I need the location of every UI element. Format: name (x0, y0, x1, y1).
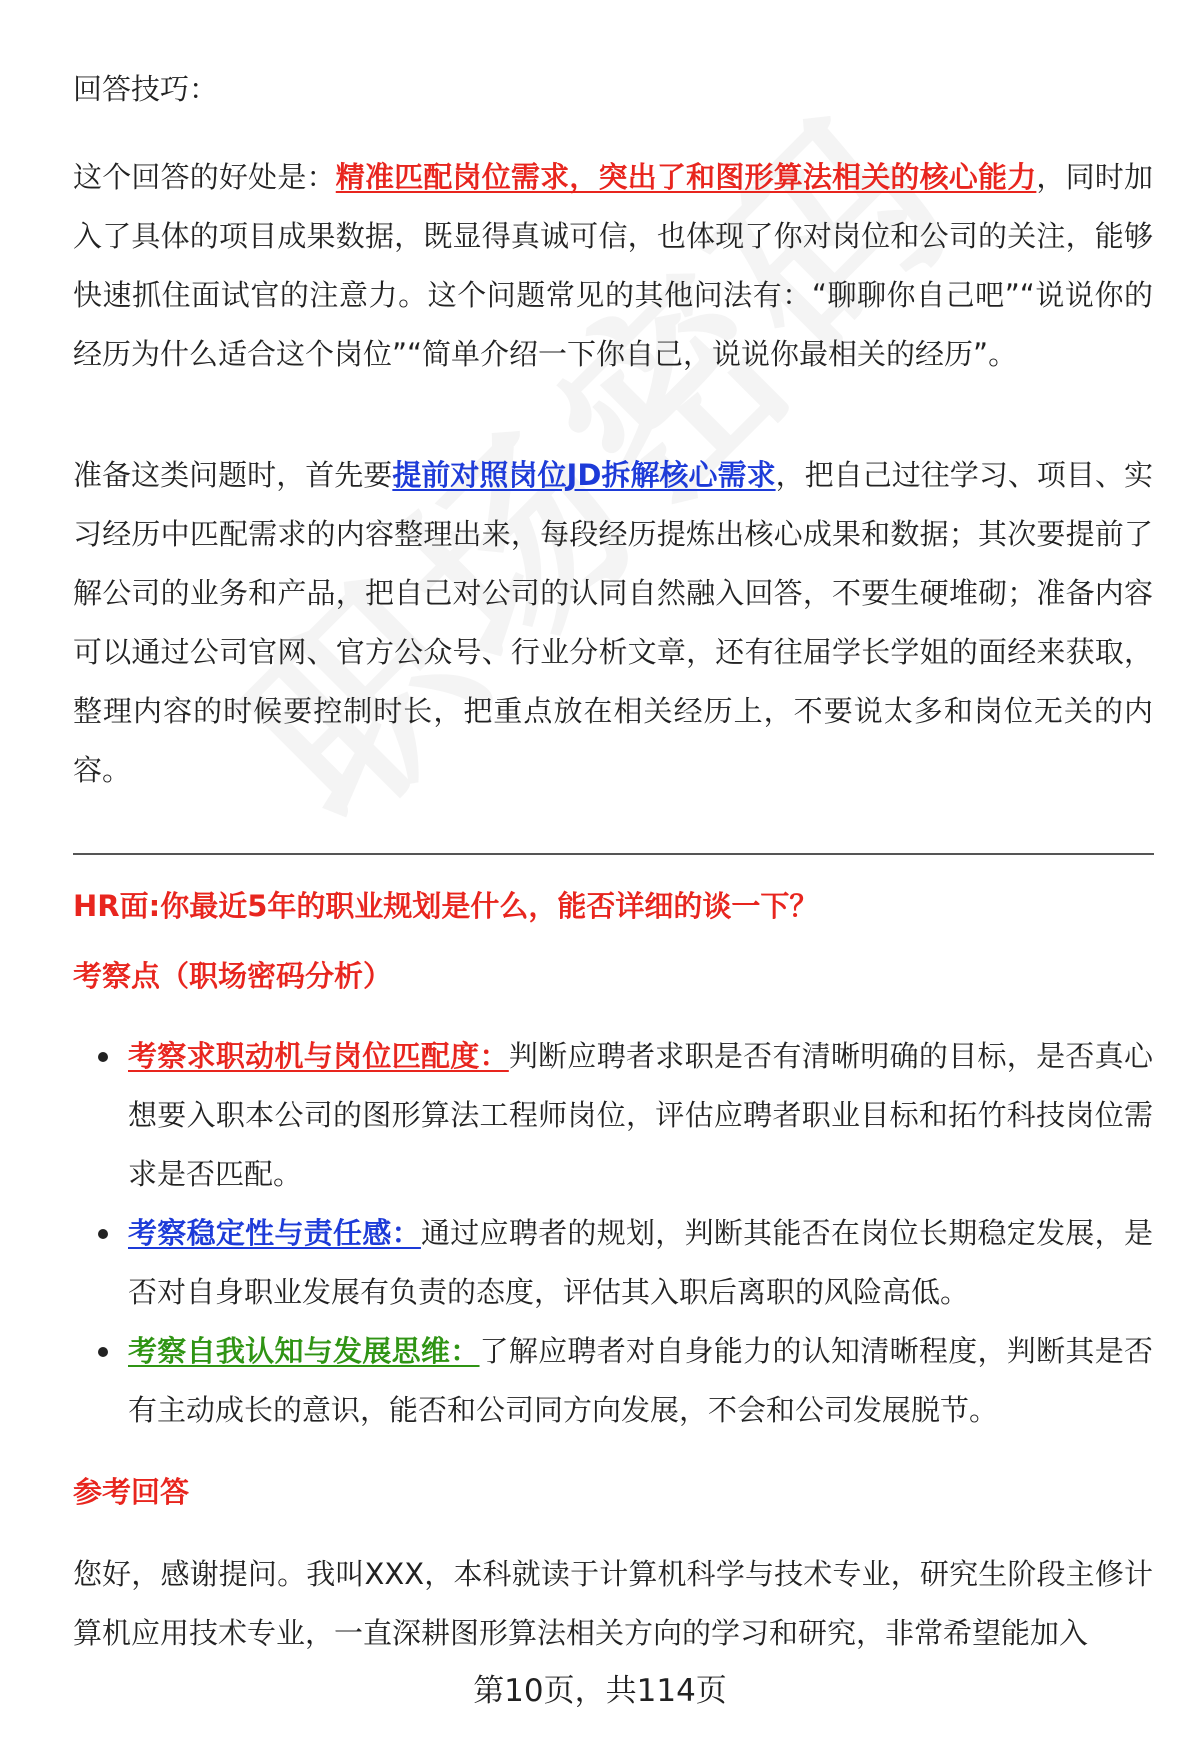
bullet-dot (98, 1347, 108, 1357)
question-title: HR面:你最近5年的职业规划是什么，能否详细的谈一下？ (73, 889, 819, 923)
analysis-point (73, 1322, 1153, 1440)
analysis-point (73, 1204, 1153, 1322)
point-label: 考察稳定性与责任感： (128, 1216, 421, 1250)
section-divider (73, 853, 1154, 855)
tips-paragraph-2 (73, 446, 1153, 800)
p1-highlight: 精准匹配岗位需求，突出了和图形算法相关的核心能力 (335, 160, 1037, 194)
bullet-dot (98, 1229, 108, 1239)
tips-title: 回答技巧： (73, 72, 219, 106)
p1-prefix: 这个回答的好处是： (73, 160, 336, 194)
answer-text: 您好，感谢提问。我叫XXX，本科就读于计算机科学与技术专业，研究生阶段主修计算机应用技术专业，一直深耕图形算法相关方向的学习和研究，非常希望能加入 (73, 1557, 1153, 1650)
tips-paragraph-1 (73, 148, 1153, 384)
p2-prefix: 准备这类问题时，首先要 (73, 458, 393, 492)
point-text: 了解应聘者对自身能力的认知清晰程度，判断其是否有主动成长的意识，能否和公司同方向发展，不会和公司发展脱节。 (128, 1334, 1153, 1427)
point-text: 通过应聘者的规划，判断其能否在岗位长期稳定发展，是否对自身职业发展有负责的态度，评估其入职后离职的风险高低。 (128, 1216, 1153, 1309)
point-label: 考察自我认知与发展思维： (128, 1334, 480, 1368)
analysis-title: 考察点（职场密码分析） (73, 959, 393, 993)
analysis-point (73, 1027, 1153, 1204)
p2-rest: ，把自己过往学习、项目、实习经历中匹配需求的内容整理出来，每段经历提炼出核心成果和数据；其次要提前了解公司的业务和产品，把自己对公司的认同自然融入回答，不要生硬堆砌；准备内容可以通过公司官网、官方公众号、行业分析文章，还有往届学长学姐的面经来获取，整理内容的时候要控制时长，把重点放在相关经历上，不要说太多和岗位无关的内容。 (73, 458, 1153, 787)
point-label: 考察求职动机与岗位匹配度： (128, 1039, 509, 1073)
p2-highlight: 提前对照岗位JD拆解核心需求 (392, 458, 776, 492)
answer-title: 参考回答 (73, 1475, 190, 1509)
point-text: 判断应聘者求职是否有清晰明确的目标，是否真心想要入职本公司的图形算法工程师岗位，评估应聘者职业目标和拓竹科技岗位需求是否匹配。 (128, 1039, 1153, 1191)
analysis-points (73, 1027, 1153, 1440)
page-number: 第10页，共114页 (473, 1673, 727, 1709)
bullet-dot (98, 1052, 108, 1062)
p1-rest: ，同时加入了具体的项目成果数据，既显得真诚可信，也体现了你对岗位和公司的关注，能够快速抓住面试官的注意力。这个问题常见的其他问法有：“聊聊你自己吧”“说说你的经历为什么适合这个岗位”“简单介绍一下你自己，说说你最相关的经历”。 (73, 160, 1153, 371)
